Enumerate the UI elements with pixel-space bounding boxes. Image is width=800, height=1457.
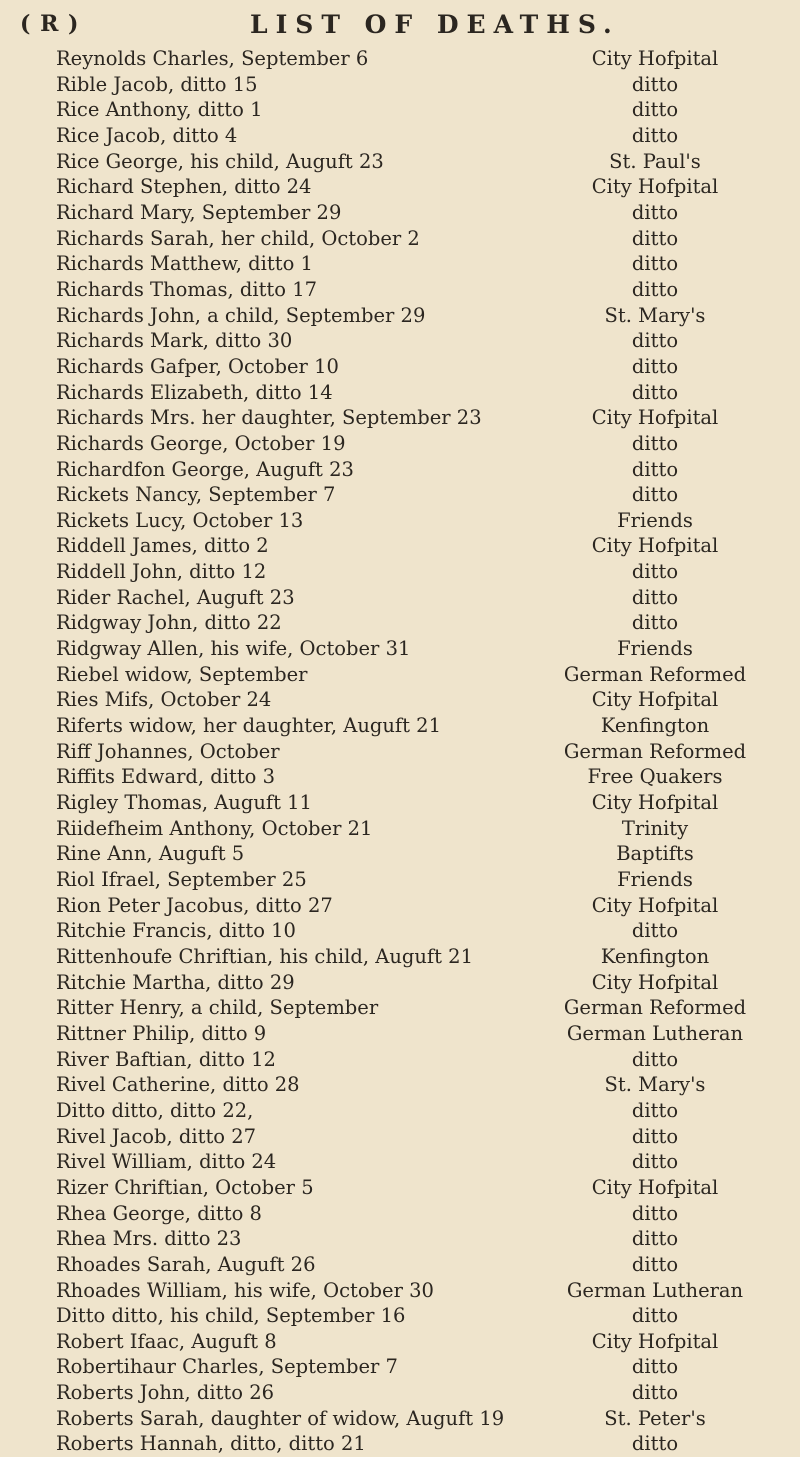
entry-text: Rhoades Sarah, Auguft 26	[56, 1252, 316, 1276]
entry-text: Rickets Nancy, September 7	[56, 483, 336, 507]
entry-text: Riidefheim Anthony, October 21	[56, 816, 373, 840]
entry-text: Richard Stephen, ditto 24	[56, 175, 312, 199]
list-item	[56, 713, 766, 739]
entry-text: Rittner Philip, ditto 9	[56, 1021, 267, 1045]
entry-text: Rhoades William, his wife, October 30	[56, 1278, 434, 1302]
list-item	[56, 1278, 766, 1304]
list-item	[56, 200, 766, 226]
burial-place: Free Quakers	[587, 765, 723, 789]
list-item	[56, 457, 766, 483]
list-item	[56, 1226, 766, 1252]
list-item	[56, 893, 766, 919]
death-list	[56, 46, 766, 1457]
entry-text: Ritchie Francis, ditto 10	[56, 919, 296, 943]
burial-place: ditto	[631, 457, 679, 481]
burial-place: Kenfington	[600, 714, 710, 738]
burial-place: City Hofpital	[591, 1329, 719, 1353]
entry-text: Riol Ifrael, September 25	[56, 868, 307, 891]
page-header	[20, 4, 780, 44]
list-item	[56, 790, 766, 816]
entry-text: Robertihaur Charles, September 7	[56, 1355, 398, 1379]
entry-text: Richards Mark, ditto 30	[56, 329, 293, 353]
burial-place: ditto	[631, 98, 679, 122]
list-item	[56, 687, 766, 713]
entry-text: Rice Anthony, ditto 1	[56, 98, 263, 122]
burial-place: ditto	[631, 1047, 679, 1071]
burial-place: ditto	[631, 72, 679, 96]
burial-place: ditto	[631, 1098, 679, 1122]
entry-text: Richards Elizabeth, ditto 14	[56, 380, 333, 404]
burial-place: ditto	[631, 1227, 679, 1251]
entry-text: Rivel William, ditto 24	[56, 1150, 277, 1174]
entry-text: Riff Johannes, October	[56, 739, 280, 763]
burial-place: ditto	[631, 1355, 679, 1379]
list-item	[56, 508, 766, 534]
list-item	[56, 72, 766, 98]
burial-place: ditto	[631, 226, 679, 250]
list-item	[56, 970, 766, 996]
burial-place: ditto	[631, 329, 679, 353]
burial-place: ditto	[631, 1252, 679, 1276]
list-item	[56, 816, 766, 842]
list-item	[56, 354, 766, 380]
burial-place: City Hofpital	[591, 688, 719, 712]
burial-place: St. Mary's	[604, 1073, 706, 1097]
entry-text: Riddell John, ditto 12	[56, 560, 267, 584]
list-item	[56, 251, 766, 277]
entry-text: Roberts Hannah, ditto, ditto 21	[56, 1432, 366, 1456]
burial-place: ditto	[631, 1381, 679, 1405]
entry-text: Rhea George, ditto 8	[56, 1201, 262, 1225]
entry-text: Richards Matthew, ditto 1	[56, 252, 313, 276]
entry-text: Riffits Edward, ditto 3	[56, 765, 276, 789]
list-item	[56, 1047, 766, 1073]
entry-text: Rittenhoufe Chriftian, his child, Auguft 21	[56, 944, 473, 968]
list-item	[56, 1175, 766, 1201]
list-item	[56, 585, 766, 611]
entry-text: Richards Thomas, ditto 17	[56, 277, 318, 301]
burial-place: Trinity	[621, 816, 689, 840]
list-item	[56, 1201, 766, 1227]
burial-place: City Hofpital	[591, 175, 719, 199]
burial-place: ditto	[631, 1124, 679, 1148]
list-item	[56, 1072, 766, 1098]
entry-text: Robert Ifaac, Auguft 8	[56, 1329, 277, 1353]
list-item	[56, 405, 766, 431]
entry-text: Rible Jacob, ditto 15	[56, 72, 258, 96]
burial-place: ditto	[631, 585, 679, 609]
entry-text: Ridgway Allen, his wife, October 31	[56, 637, 411, 661]
entry-text: Richards Sarah, her child, October 2	[56, 226, 420, 250]
burial-place: City Hofpital	[591, 1175, 719, 1199]
burial-place: German Lutheran	[566, 1021, 744, 1045]
burial-place: ditto	[631, 483, 679, 507]
list-item	[56, 739, 766, 765]
burial-place: St. Mary's	[604, 303, 706, 327]
list-item	[56, 559, 766, 585]
list-item	[56, 841, 766, 867]
entry-text: Roberts John, ditto 26	[56, 1381, 275, 1405]
page-title: LIST OF DEATHS.	[250, 9, 620, 39]
list-item	[56, 174, 766, 200]
list-item	[56, 533, 766, 559]
entry-text: Richard Mary, September 29	[56, 200, 342, 224]
list-item	[56, 1149, 766, 1175]
list-item	[56, 918, 766, 944]
entry-text: Rivel Catherine, ditto 28	[56, 1073, 300, 1097]
entry-text: Ditto ditto, his child, September 16	[56, 1304, 406, 1328]
list-item	[56, 226, 766, 252]
list-item	[56, 1329, 766, 1355]
list-item	[56, 277, 766, 303]
entry-text: Richards Mrs. her daughter, September 23	[56, 406, 482, 430]
entry-text: Rine Ann, Auguft 5	[56, 842, 245, 866]
list-item	[56, 123, 766, 149]
list-item	[56, 303, 766, 329]
burial-place: ditto	[631, 252, 679, 276]
entry-text: Ritter Henry, a child, September	[56, 996, 379, 1020]
entry-text: Roberts Sarah, daughter of widow, Auguft 19	[56, 1406, 505, 1430]
entry-text: Reynolds Charles, September 6	[56, 47, 369, 70]
burial-place: ditto	[631, 1432, 679, 1456]
burial-place: Kenfington	[600, 944, 710, 968]
entry-text: River Baftian, ditto 12	[56, 1047, 276, 1071]
entry-text: Rion Peter Jacobus, ditto 27	[56, 893, 333, 917]
entry-text: Richards John, a child, September 29	[56, 303, 426, 327]
list-item	[56, 1098, 766, 1124]
burial-place: ditto	[631, 1201, 679, 1225]
entry-text: Rigley Thomas, Auguft 11	[56, 791, 312, 815]
burial-place: ditto	[631, 123, 679, 147]
entry-text: Rivel Jacob, ditto 27	[56, 1124, 257, 1148]
burial-place: ditto	[631, 1304, 679, 1328]
list-item	[56, 610, 766, 636]
entry-text: Richards George, October 19	[56, 431, 346, 455]
list-item	[56, 1380, 766, 1406]
burial-place: ditto	[631, 380, 679, 404]
list-item	[56, 1406, 766, 1432]
burial-place: German Reformed	[563, 739, 747, 763]
list-item	[56, 1124, 766, 1150]
list-item	[56, 1431, 766, 1457]
list-item	[56, 867, 766, 893]
burial-place: Friends	[617, 868, 693, 891]
entry-text: Rice Jacob, ditto 4	[56, 123, 238, 147]
burial-place: St. Peter's	[604, 1406, 706, 1430]
entry-text: Rizer Chriftian, October 5	[56, 1175, 314, 1199]
entry-text: Richardfon George, Auguft 23	[56, 457, 354, 481]
burial-place: City Hofpital	[591, 791, 719, 815]
burial-place: ditto	[631, 431, 679, 455]
burial-place: Friends	[617, 637, 693, 661]
burial-place: City Hofpital	[591, 406, 719, 430]
list-item	[56, 97, 766, 123]
list-item	[56, 636, 766, 662]
list-item	[56, 1303, 766, 1329]
entry-text: Rickets Lucy, October 13	[56, 508, 304, 532]
list-item	[56, 944, 766, 970]
list-item	[56, 328, 766, 354]
entry-text: Ries Mifs, October 24	[56, 688, 272, 712]
burial-place: German Lutheran	[566, 1278, 744, 1302]
list-item	[56, 764, 766, 790]
entry-text: Richards Gafper, October 10	[56, 354, 339, 378]
burial-place: German Reformed	[563, 662, 747, 686]
list-item	[56, 149, 766, 175]
burial-place: ditto	[631, 560, 679, 584]
entry-text: Ritchie Martha, ditto 29	[56, 970, 295, 994]
list-item	[56, 995, 766, 1021]
burial-place: ditto	[631, 354, 679, 378]
burial-place: Baptifts	[616, 842, 694, 866]
entry-text: Ridgway John, ditto 22	[56, 611, 282, 635]
page-marker: ( R )	[20, 11, 80, 37]
list-item	[56, 1021, 766, 1047]
entry-text: Rider Rachel, Auguft 23	[56, 585, 295, 609]
list-item	[56, 46, 766, 72]
burial-place: City Hofpital	[591, 534, 719, 558]
burial-place: City Hofpital	[591, 893, 719, 917]
entry-text: Riebel widow, September	[56, 662, 308, 686]
burial-place: ditto	[631, 611, 679, 635]
burial-place: ditto	[631, 919, 679, 943]
burial-place: ditto	[631, 1150, 679, 1174]
entry-text: Ditto ditto, ditto 22,	[56, 1098, 254, 1122]
list-item	[56, 1252, 766, 1278]
burial-place: Friends	[617, 508, 693, 532]
list-item	[56, 1354, 766, 1380]
burial-place: City Hofpital	[591, 47, 719, 70]
burial-place: ditto	[631, 277, 679, 301]
entry-text: Riddell James, ditto 2	[56, 534, 269, 558]
entry-text: Riferts widow, her daughter, Auguft 21	[56, 714, 441, 738]
list-item	[56, 431, 766, 457]
list-item	[56, 662, 766, 688]
burial-place: German Reformed	[563, 996, 747, 1020]
burial-place: City Hofpital	[591, 970, 719, 994]
list-item	[56, 482, 766, 508]
list-item	[56, 380, 766, 406]
entry-text: Rhea Mrs. ditto 23	[56, 1227, 242, 1251]
entry-text: Rice George, his child, Auguft 23	[56, 149, 384, 173]
burial-place: St. Paul's	[609, 149, 701, 173]
burial-place: ditto	[631, 200, 679, 224]
